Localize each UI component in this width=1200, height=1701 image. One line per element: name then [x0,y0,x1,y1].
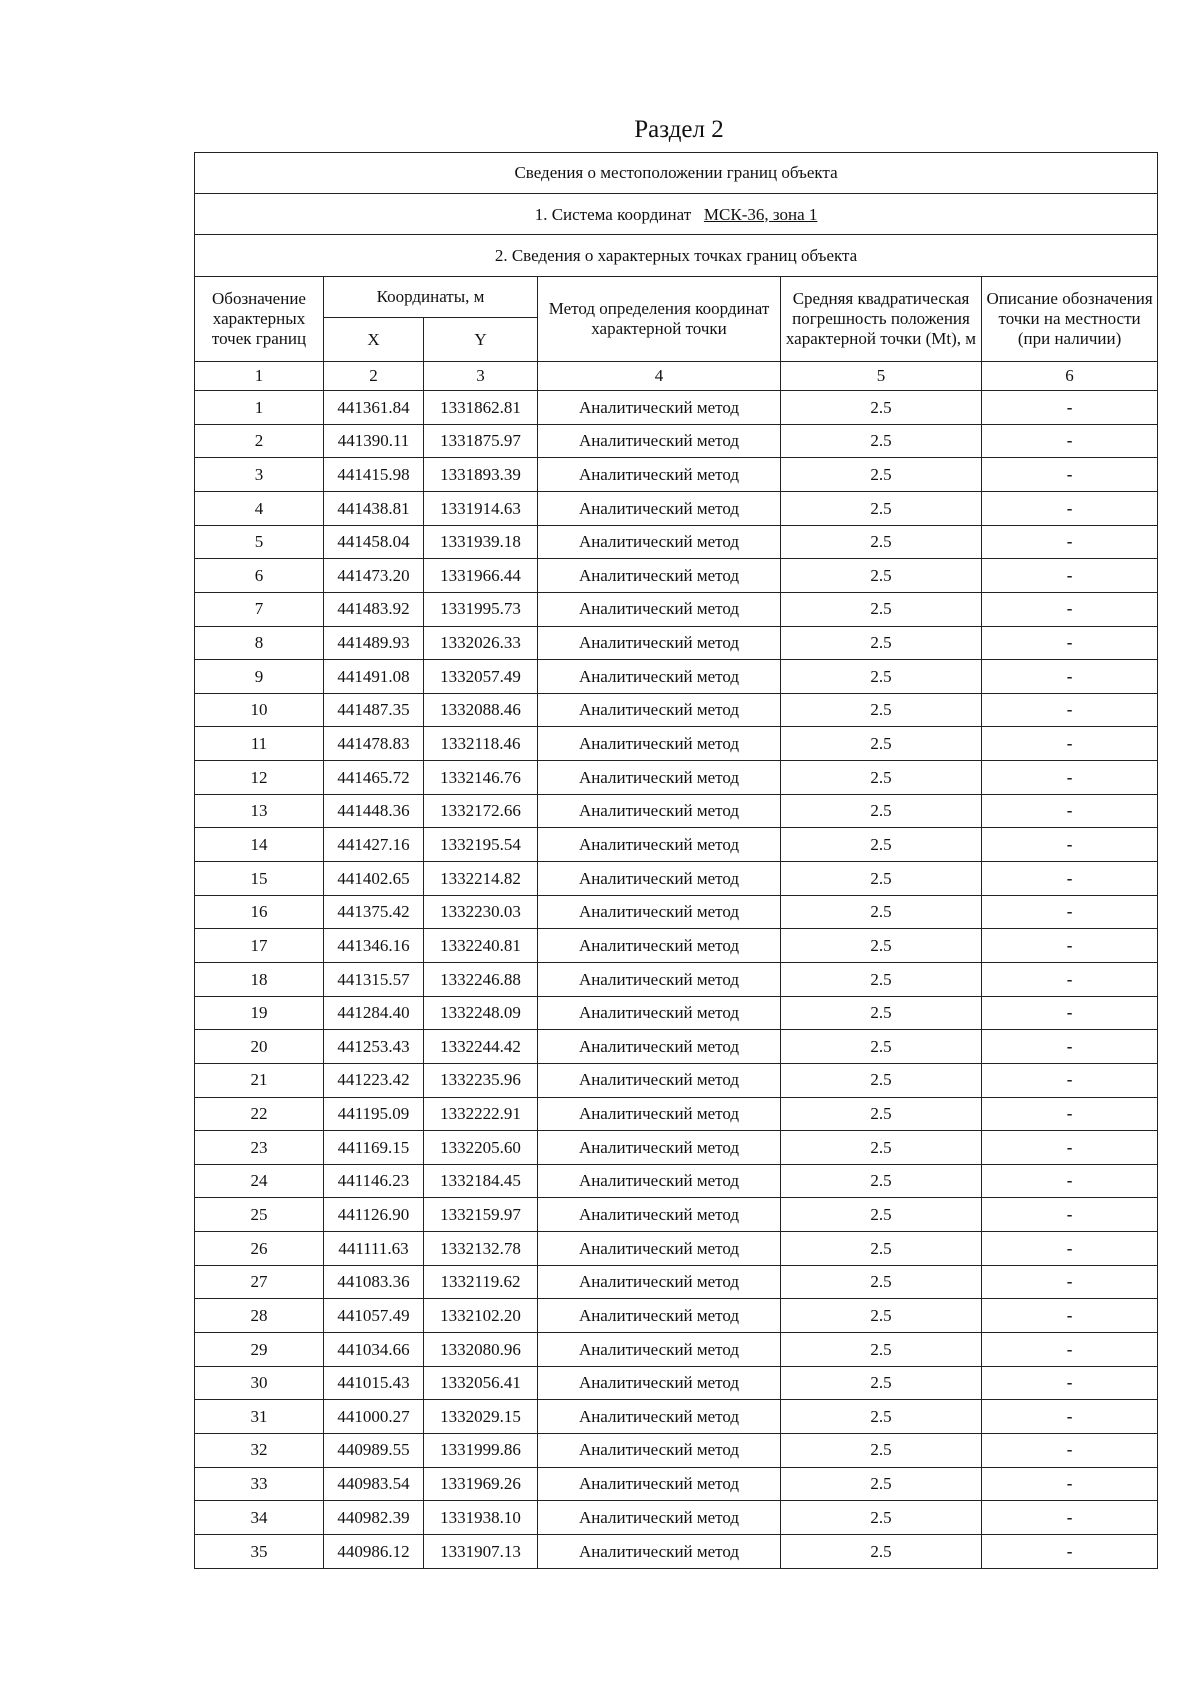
method-cell: Аналитический метод [538,1400,781,1434]
point-number-cell: 14 [195,828,324,862]
description-cell: - [982,1299,1158,1333]
description-cell: - [982,660,1158,694]
description-cell: - [982,1265,1158,1299]
accuracy-cell: 2.5 [781,1299,982,1333]
y-coordinate-cell: 1331966.44 [424,559,538,593]
method-cell: Аналитический метод [538,1030,781,1064]
method-cell: Аналитический метод [538,761,781,795]
table-row [195,1400,1158,1434]
table-row [195,660,1158,694]
y-coordinate-cell: 1332159.97 [424,1198,538,1232]
x-coordinate-cell: 441491.08 [324,660,424,694]
column-number: 4 [538,361,781,390]
y-coordinate-cell: 1332214.82 [424,862,538,896]
method-cell: Аналитический метод [538,592,781,626]
point-number-cell: 5 [195,525,324,559]
y-coordinate-cell: 1331893.39 [424,458,538,492]
point-number-cell: 31 [195,1400,324,1434]
y-coordinate-cell: 1332222.91 [424,1097,538,1131]
accuracy-cell: 2.5 [781,458,982,492]
accuracy-cell: 2.5 [781,1366,982,1400]
y-coordinate-cell: 1331907.13 [424,1534,538,1568]
point-number-cell: 8 [195,626,324,660]
method-cell: Аналитический метод [538,1299,781,1333]
y-coordinate-cell: 1332146.76 [424,761,538,795]
accuracy-cell: 2.5 [781,1198,982,1232]
table-row [195,1501,1158,1535]
x-coordinate-cell: 441169.15 [324,1131,424,1165]
point-number-cell: 25 [195,1198,324,1232]
coord-system-row [195,194,1158,235]
description-cell: - [982,727,1158,761]
accuracy-cell: 2.5 [781,391,982,425]
table-title-row [195,153,1158,194]
boundary-points-table [194,152,1158,1569]
y-coordinate-cell: 1332246.88 [424,962,538,996]
accuracy-cell: 2.5 [781,424,982,458]
point-number-cell: 24 [195,1164,324,1198]
point-number-cell: 20 [195,1030,324,1064]
y-coordinate-cell: 1332248.09 [424,996,538,1030]
description-cell: - [982,1400,1158,1434]
description-cell: - [982,929,1158,963]
point-number-cell: 30 [195,1366,324,1400]
x-coordinate-cell: 441111.63 [324,1232,424,1266]
table-row [195,862,1158,896]
table-row [195,794,1158,828]
description-cell: - [982,996,1158,1030]
table-row [195,962,1158,996]
x-coordinate-cell: 441361.84 [324,391,424,425]
point-number-cell: 13 [195,794,324,828]
x-coordinate-cell: 440982.39 [324,1501,424,1535]
y-coordinate-cell: 1332132.78 [424,1232,538,1266]
method-cell: Аналитический метод [538,895,781,929]
x-coordinate-cell: 441146.23 [324,1164,424,1198]
accuracy-cell: 2.5 [781,929,982,963]
point-number-cell: 15 [195,862,324,896]
column-numbers-row [195,361,1158,390]
accuracy-cell: 2.5 [781,1501,982,1535]
y-coordinate-cell: 1332244.42 [424,1030,538,1064]
y-coordinate-cell: 1332230.03 [424,895,538,929]
header-coordinates: Координаты, м [324,276,538,317]
table-row [195,1097,1158,1131]
y-coordinate-cell: 1331969.26 [424,1467,538,1501]
coord-system-label: 1. Система координат [534,204,692,224]
x-coordinate-cell: 441083.36 [324,1265,424,1299]
description-cell: - [982,1534,1158,1568]
table-row [195,1534,1158,1568]
method-cell: Аналитический метод [538,559,781,593]
x-coordinate-cell: 441015.43 [324,1366,424,1400]
table-row [195,693,1158,727]
table-row [195,592,1158,626]
column-number: 1 [195,361,324,390]
method-cell: Аналитический метод [538,1164,781,1198]
method-cell: Аналитический метод [538,391,781,425]
y-coordinate-cell: 1332172.66 [424,794,538,828]
accuracy-cell: 2.5 [781,727,982,761]
description-cell: - [982,794,1158,828]
accuracy-cell: 2.5 [781,1534,982,1568]
accuracy-cell: 2.5 [781,862,982,896]
description-cell: - [982,1467,1158,1501]
x-coordinate-cell: 441195.09 [324,1097,424,1131]
method-cell: Аналитический метод [538,828,781,862]
table-row [195,458,1158,492]
method-cell: Аналитический метод [538,1198,781,1232]
table-row [195,1299,1158,1333]
section-title: Раздел 2 [634,116,724,143]
description-cell: - [982,391,1158,425]
accuracy-cell: 2.5 [781,794,982,828]
description-cell: - [982,1501,1158,1535]
accuracy-cell: 2.5 [781,895,982,929]
coord-system-value: МСК-36, зона 1 [703,204,818,224]
y-coordinate-cell: 1332240.81 [424,929,538,963]
x-coordinate-cell: 441438.81 [324,491,424,525]
point-number-cell: 3 [195,458,324,492]
method-cell: Аналитический метод [538,727,781,761]
point-number-cell: 4 [195,491,324,525]
point-number-cell: 22 [195,1097,324,1131]
x-coordinate-cell: 441284.40 [324,996,424,1030]
accuracy-cell: 2.5 [781,559,982,593]
y-coordinate-cell: 1332195.54 [424,828,538,862]
point-number-cell: 35 [195,1534,324,1568]
point-number-cell: 2 [195,424,324,458]
points-label-row [195,235,1158,276]
description-cell: - [982,424,1158,458]
method-cell: Аналитический метод [538,996,781,1030]
method-cell: Аналитический метод [538,1501,781,1535]
method-cell: Аналитический метод [538,626,781,660]
coord-system-cell [195,194,1158,235]
table-row [195,1131,1158,1165]
method-cell: Аналитический метод [538,1333,781,1367]
y-coordinate-cell: 1331914.63 [424,491,538,525]
point-number-cell: 16 [195,895,324,929]
method-cell: Аналитический метод [538,693,781,727]
description-cell: - [982,828,1158,862]
point-number-cell: 18 [195,962,324,996]
table-row [195,559,1158,593]
y-coordinate-cell: 1331999.86 [424,1433,538,1467]
method-cell: Аналитический метод [538,1366,781,1400]
description-cell: - [982,1433,1158,1467]
accuracy-cell: 2.5 [781,1131,982,1165]
table-row [195,491,1158,525]
x-coordinate-cell: 441390.11 [324,424,424,458]
table-row [195,1164,1158,1198]
header-y: Y [424,317,538,361]
y-coordinate-cell: 1332184.45 [424,1164,538,1198]
method-cell: Аналитический метод [538,929,781,963]
header-accuracy: Средняя квадратическая погрешность положения характерной точки (Mt), м [781,276,982,361]
y-coordinate-cell: 1332057.49 [424,660,538,694]
x-coordinate-cell: 441473.20 [324,559,424,593]
accuracy-cell: 2.5 [781,1097,982,1131]
table-row [195,1232,1158,1266]
table-row [195,1030,1158,1064]
y-coordinate-cell: 1332029.15 [424,1400,538,1434]
description-cell: - [982,491,1158,525]
description-cell: - [982,1097,1158,1131]
description-cell: - [982,1198,1158,1232]
method-cell: Аналитический метод [538,1265,781,1299]
y-coordinate-cell: 1332080.96 [424,1333,538,1367]
x-coordinate-cell: 441315.57 [324,962,424,996]
x-coordinate-cell: 441448.36 [324,794,424,828]
point-number-cell: 1 [195,391,324,425]
x-coordinate-cell: 441487.35 [324,693,424,727]
x-coordinate-cell: 441223.42 [324,1063,424,1097]
header-point-designation: Обозначение характерных точек границ [195,276,324,361]
y-coordinate-cell: 1331995.73 [424,592,538,626]
x-coordinate-cell: 441465.72 [324,761,424,795]
x-coordinate-cell: 440983.54 [324,1467,424,1501]
table-row [195,929,1158,963]
table-title: Сведения о местоположении границ объекта [195,153,1158,194]
method-cell: Аналитический метод [538,660,781,694]
y-coordinate-cell: 1332056.41 [424,1366,538,1400]
point-number-cell: 29 [195,1333,324,1367]
accuracy-cell: 2.5 [781,491,982,525]
point-number-cell: 19 [195,996,324,1030]
method-cell: Аналитический метод [538,1131,781,1165]
x-coordinate-cell: 441402.65 [324,862,424,896]
table-row [195,1063,1158,1097]
description-cell: - [982,559,1158,593]
description-cell: - [982,1131,1158,1165]
method-cell: Аналитический метод [538,1063,781,1097]
column-number: 3 [424,361,538,390]
table-row [195,391,1158,425]
method-cell: Аналитический метод [538,458,781,492]
accuracy-cell: 2.5 [781,1164,982,1198]
description-cell: - [982,862,1158,896]
accuracy-cell: 2.5 [781,525,982,559]
x-coordinate-cell: 441427.16 [324,828,424,862]
table-row [195,828,1158,862]
accuracy-cell: 2.5 [781,962,982,996]
x-coordinate-cell: 441000.27 [324,1400,424,1434]
y-coordinate-cell: 1332235.96 [424,1063,538,1097]
point-number-cell: 28 [195,1299,324,1333]
x-coordinate-cell: 441415.98 [324,458,424,492]
table-row [195,727,1158,761]
y-coordinate-cell: 1332026.33 [424,626,538,660]
table-row [195,1366,1158,1400]
column-number: 5 [781,361,982,390]
description-cell: - [982,525,1158,559]
description-cell: - [982,1232,1158,1266]
table-row [195,424,1158,458]
method-cell: Аналитический метод [538,794,781,828]
x-coordinate-cell: 440986.12 [324,1534,424,1568]
x-coordinate-cell: 441489.93 [324,626,424,660]
table-row [195,1433,1158,1467]
header-x: X [324,317,424,361]
points-label: 2. Сведения о характерных точках границ объекта [195,235,1158,276]
point-number-cell: 9 [195,660,324,694]
accuracy-cell: 2.5 [781,660,982,694]
table-row [195,1265,1158,1299]
y-coordinate-cell: 1331862.81 [424,391,538,425]
point-number-cell: 27 [195,1265,324,1299]
accuracy-cell: 2.5 [781,1467,982,1501]
y-coordinate-cell: 1332102.20 [424,1299,538,1333]
accuracy-cell: 2.5 [781,1433,982,1467]
accuracy-cell: 2.5 [781,1030,982,1064]
x-coordinate-cell: 441126.90 [324,1198,424,1232]
y-coordinate-cell: 1332118.46 [424,727,538,761]
accuracy-cell: 2.5 [781,693,982,727]
x-coordinate-cell: 441483.92 [324,592,424,626]
point-number-cell: 7 [195,592,324,626]
description-cell: - [982,626,1158,660]
method-cell: Аналитический метод [538,862,781,896]
y-coordinate-cell: 1332119.62 [424,1265,538,1299]
x-coordinate-cell: 441375.42 [324,895,424,929]
description-cell: - [982,1366,1158,1400]
point-number-cell: 17 [195,929,324,963]
method-cell: Аналитический метод [538,962,781,996]
method-cell: Аналитический метод [538,1097,781,1131]
x-coordinate-cell: 441458.04 [324,525,424,559]
x-coordinate-cell: 441478.83 [324,727,424,761]
point-number-cell: 26 [195,1232,324,1266]
y-coordinate-cell: 1332205.60 [424,1131,538,1165]
description-cell: - [982,693,1158,727]
y-coordinate-cell: 1332088.46 [424,693,538,727]
table-row [195,525,1158,559]
description-cell: - [982,1164,1158,1198]
table-row [195,1467,1158,1501]
y-coordinate-cell: 1331938.10 [424,1501,538,1535]
method-cell: Аналитический метод [538,1232,781,1266]
accuracy-cell: 2.5 [781,592,982,626]
description-cell: - [982,962,1158,996]
x-coordinate-cell: 440989.55 [324,1433,424,1467]
point-number-cell: 11 [195,727,324,761]
accuracy-cell: 2.5 [781,1333,982,1367]
x-coordinate-cell: 441034.66 [324,1333,424,1367]
point-number-cell: 12 [195,761,324,795]
method-cell: Аналитический метод [538,424,781,458]
description-cell: - [982,761,1158,795]
table-row [195,895,1158,929]
x-coordinate-cell: 441057.49 [324,1299,424,1333]
column-number: 2 [324,361,424,390]
point-number-cell: 23 [195,1131,324,1165]
method-cell: Аналитический метод [538,1433,781,1467]
method-cell: Аналитический метод [538,1534,781,1568]
description-cell: - [982,1063,1158,1097]
column-number: 6 [982,361,1158,390]
accuracy-cell: 2.5 [781,828,982,862]
point-number-cell: 10 [195,693,324,727]
point-number-cell: 32 [195,1433,324,1467]
description-cell: - [982,1333,1158,1367]
table-row [195,1198,1158,1232]
table-row [195,761,1158,795]
point-number-cell: 21 [195,1063,324,1097]
point-number-cell: 34 [195,1501,324,1535]
table-row [195,996,1158,1030]
x-coordinate-cell: 441253.43 [324,1030,424,1064]
method-cell: Аналитический метод [538,491,781,525]
description-cell: - [982,592,1158,626]
table-row [195,1333,1158,1367]
point-number-cell: 33 [195,1467,324,1501]
description-cell: - [982,895,1158,929]
accuracy-cell: 2.5 [781,1265,982,1299]
description-cell: - [982,1030,1158,1064]
accuracy-cell: 2.5 [781,996,982,1030]
table-row [195,626,1158,660]
accuracy-cell: 2.5 [781,761,982,795]
accuracy-cell: 2.5 [781,1232,982,1266]
accuracy-cell: 2.5 [781,626,982,660]
method-cell: Аналитический метод [538,1467,781,1501]
method-cell: Аналитический метод [538,525,781,559]
accuracy-cell: 2.5 [781,1400,982,1434]
y-coordinate-cell: 1331875.97 [424,424,538,458]
header-method: Метод определения координат характерной точки [538,276,781,361]
y-coordinate-cell: 1331939.18 [424,525,538,559]
x-coordinate-cell: 441346.16 [324,929,424,963]
accuracy-cell: 2.5 [781,1063,982,1097]
point-number-cell: 6 [195,559,324,593]
header-description: Описание обозначения точки на местности (при наличии) [982,276,1158,361]
header-row-1 [195,276,1158,317]
description-cell: - [982,458,1158,492]
